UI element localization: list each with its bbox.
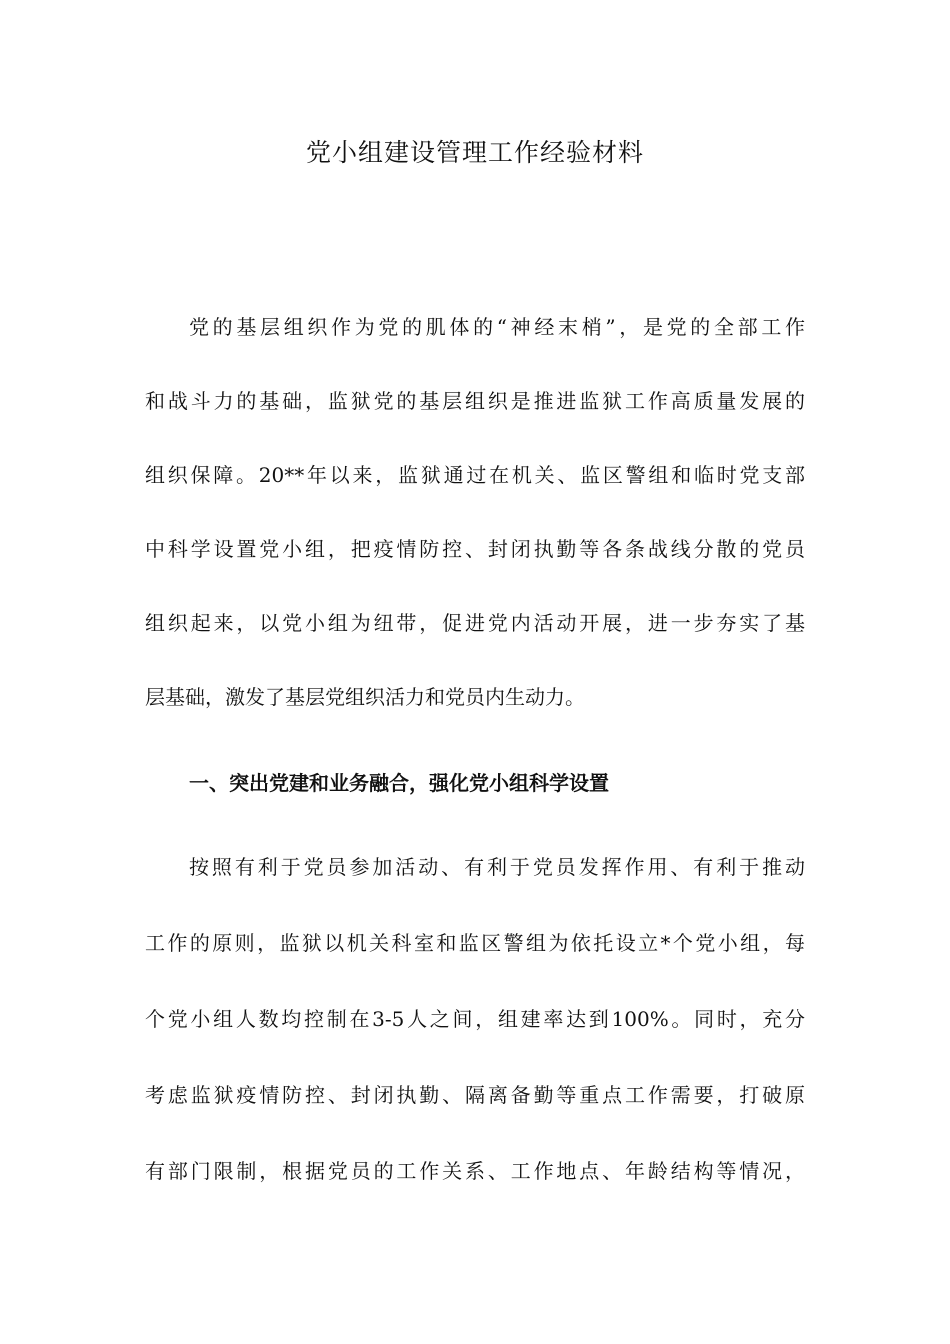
paragraph-line: 层基础，激发了基层党组织活力和党员内生动力。 [145, 685, 585, 709]
paragraph-line: 考虑监狱疫情防控、封闭执勤、隔离备勤等重点工作需要，打破原 [145, 1083, 805, 1107]
paragraph-line: 组织保障。20**年以来，监狱通过在机关、监区警组和临时党支部 [145, 463, 805, 487]
paragraph-line: 工作的原则，监狱以机关科室和监区警组为依托设立*个党小组，每 [145, 931, 805, 955]
paragraph-line: 按照有利于党员参加活动、有利于党员发挥作用、有利于推动 [189, 855, 805, 879]
section-heading: 一、突出党建和业务融合，强化党小组科学设置 [189, 771, 609, 795]
paragraph-line: 组织起来，以党小组为纽带，促进党内活动开展，进一步夯实了基 [145, 611, 805, 635]
paragraph-line: 有部门限制，根据党员的工作关系、工作地点、年龄结构等情况， [145, 1159, 805, 1183]
paragraph-line: 中科学设置党小组，把疫情防控、封闭执勤等各条战线分散的党员 [145, 537, 805, 561]
paragraph-line: 党的基层组织作为党的肌体的“神经末梢”，是党的全部工作 [189, 315, 805, 339]
document-title: 党小组建设管理工作经验材料 [305, 138, 644, 167]
paragraph-line: 和战斗力的基础，监狱党的基层组织是推进监狱工作高质量发展的 [145, 389, 805, 413]
paragraph-line: 个党小组人数均控制在3-5人之间，组建率达到100%。同时，充分 [145, 1007, 805, 1031]
